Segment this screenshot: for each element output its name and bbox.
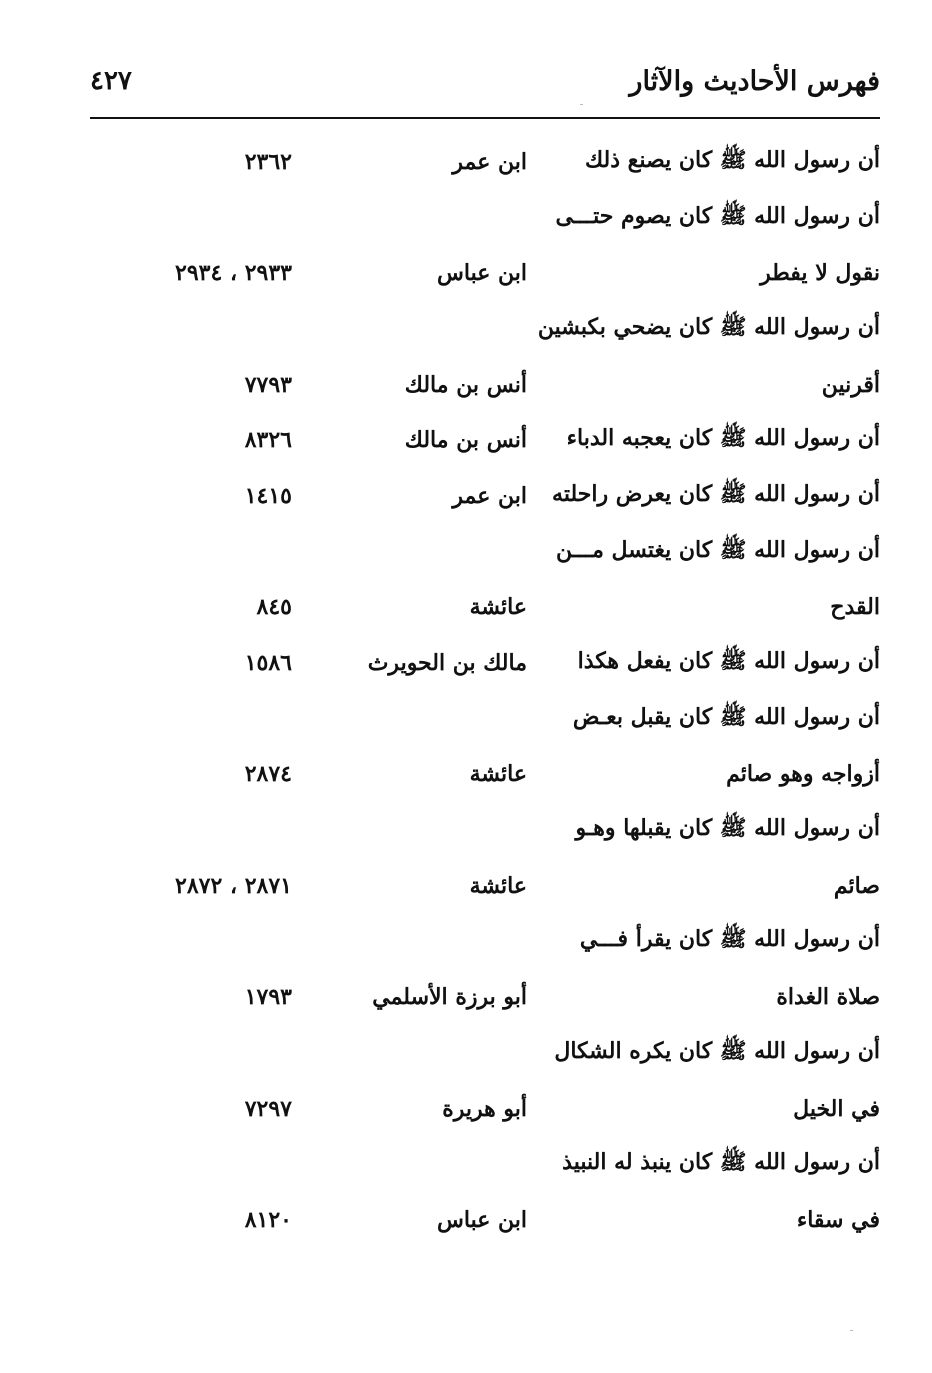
hadith-text: أن رسول الله ﷺ كان يقرأ فـــي (579, 926, 880, 953)
narrator-name: أنس بن مالك (404, 427, 527, 454)
hadith-text: أن رسول الله ﷺ كان ينبذ له النبيذ (562, 1149, 880, 1176)
hadith-text: في سقاء (796, 1206, 880, 1233)
hadith-text: أزواجه وهو صائم (726, 761, 880, 788)
header-divider (90, 117, 880, 119)
list-item (0, 635, 932, 691)
hadith-index-list (0, 134, 932, 1248)
hadith-text: أن رسول الله ﷺ كان يفعل هكذا (577, 648, 880, 675)
hadith-number: ٨١٢٠ (244, 1206, 292, 1233)
list-item (0, 1192, 932, 1248)
narrator-name: أبو برزة الأسلمي (372, 984, 527, 1011)
list-item (0, 1136, 932, 1192)
hadith-text: أن رسول الله ﷺ كان يقبل بعـض (572, 703, 880, 730)
list-item (0, 914, 932, 970)
list-item (0, 357, 932, 413)
page-header (90, 62, 880, 114)
hadith-text: أن رسول الله ﷺ كان يقبلها وهـو (575, 815, 880, 842)
list-item (0, 301, 932, 357)
list-item (0, 468, 932, 524)
hadith-number: ٢٩٣٣ ، ٢٩٣٤ (175, 260, 292, 287)
hadith-text: القدح (830, 594, 880, 621)
narrator-name: عائشة (469, 761, 527, 788)
hadith-text: أن رسول الله ﷺ كان يصوم حتـــى (555, 202, 880, 229)
list-item (0, 134, 932, 190)
hadith-text: أن رسول الله ﷺ كان يصنع ذلك (584, 146, 880, 173)
list-item (0, 190, 932, 246)
hadith-text: صائم (833, 872, 880, 899)
page-number: ٤٢٧ (90, 66, 132, 96)
hadith-number: ٨٤٥ (256, 594, 292, 621)
list-item (0, 747, 932, 803)
list-item (0, 1081, 932, 1137)
list-item (0, 691, 932, 747)
list-item (0, 858, 932, 914)
hadith-number: ٢٨٧١ ، ٢٨٧٢ (175, 872, 292, 899)
hadith-text: أن رسول الله ﷺ كان يضحي بكبشين (537, 313, 880, 340)
hadith-number: ١٥٨٦ (244, 650, 292, 677)
narrator-name: عائشة (469, 594, 527, 621)
scan-speck (580, 104, 583, 105)
scan-speck (850, 1330, 853, 1331)
narrator-name: ابن عباس (437, 260, 527, 287)
hadith-text: أن رسول الله ﷺ كان يعجبه الدباء (566, 425, 880, 452)
page-title: فهرس الأحاديث والآثار (629, 66, 880, 97)
hadith-number: ٢٨٧٤ (244, 761, 292, 788)
narrator-name: مالك بن الحويرث (367, 650, 527, 677)
hadith-number: ٧٢٩٧ (244, 1095, 292, 1122)
list-item (0, 1025, 932, 1081)
hadith-text: أقرنين (821, 371, 880, 398)
list-item (0, 802, 932, 858)
narrator-name: أنس بن مالك (404, 371, 527, 398)
list-item (0, 969, 932, 1025)
hadith-text: في الخيل (793, 1095, 880, 1122)
list-item (0, 412, 932, 468)
hadith-number: ٧٧٩٣ (244, 371, 292, 398)
hadith-text: أن رسول الله ﷺ كان يكره الشكال (554, 1037, 880, 1064)
narrator-name: ابن عمر (452, 148, 527, 175)
hadith-number: ٢٣٦٢ (244, 148, 292, 175)
narrator-name: ابن عمر (452, 482, 527, 509)
hadith-text: نقول لا يفطر (760, 260, 880, 287)
hadith-number: ١٤١٥ (244, 482, 292, 509)
hadith-number: ٨٣٢٦ (244, 427, 292, 454)
hadith-text: أن رسول الله ﷺ كان يغتسل مـــن (556, 536, 880, 563)
list-item (0, 580, 932, 636)
narrator-name: أبو هريرة (442, 1095, 527, 1122)
narrator-name: عائشة (469, 872, 527, 899)
hadith-text: أن رسول الله ﷺ كان يعرض راحلته (552, 480, 880, 507)
list-item (0, 245, 932, 301)
hadith-text: صلاة الغداة (776, 984, 880, 1011)
narrator-name: ابن عباس (437, 1206, 527, 1233)
list-item (0, 524, 932, 580)
hadith-number: ١٧٩٣ (244, 984, 292, 1011)
